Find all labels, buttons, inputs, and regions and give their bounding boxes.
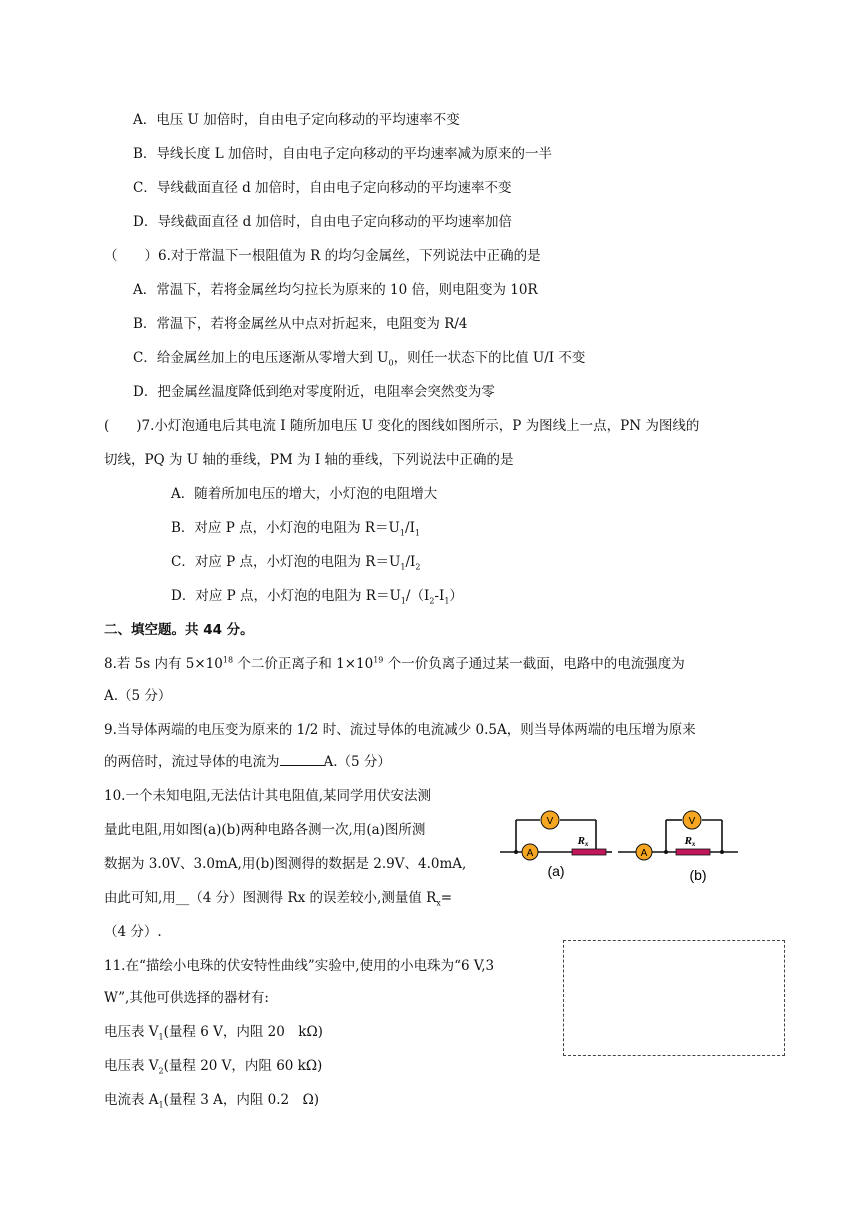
- q6-option-b: B．常温下，若将金属丝从中点对折起来，电阻变为 R/4: [133, 316, 468, 332]
- q7-c-sub2: 2: [415, 562, 421, 572]
- q5-option-b: B．导线长度 L 加倍时，自由电子定向移动的平均速率减为原来的一半: [133, 146, 552, 162]
- q7-b-sub1: 1: [399, 528, 406, 538]
- q7-option-b: [171, 518, 420, 538]
- q8-p2: 个二价正离子和 1×10: [233, 656, 374, 672]
- q6-stem: [104, 246, 541, 266]
- q5-option-c: C．导线截面直径 d 加倍时，自由电子定向移动的平均速率不变: [133, 180, 512, 196]
- q11-a1-pre: 电流表 A: [104, 1092, 159, 1108]
- circuit-b-label: (b): [689, 867, 707, 883]
- q10-line5: （4 分）.: [104, 924, 162, 940]
- q10-l4-pre: 由此可知,用__（4 分）图测得 Rx 的误差较小,测量值 R: [104, 890, 437, 906]
- q7-d-post: ）: [449, 588, 463, 604]
- q11-a1-sub: 1: [158, 1100, 164, 1110]
- q8-line2: A.（5 分）: [104, 688, 172, 704]
- q7-d-sub1: 1: [400, 596, 406, 606]
- q7-d-pre: D．对应 P 点，小灯泡的电阻为 R＝U: [171, 588, 401, 604]
- q7-option-a: A．随着所加电压的增大，小灯泡的电阻增大: [171, 486, 438, 502]
- q7-answer-paren[interactable]: ( ): [104, 418, 142, 434]
- q6-stem-text: 6.对于常温下一根阻值为 R 的均匀金属丝，下列说法中正确的是: [158, 248, 541, 264]
- q11-line2: W”,其他可供选择的器材有:: [104, 990, 269, 1006]
- svg-text:A: A: [526, 848, 534, 859]
- q7-stem-line2: 切线，PQ 为 U 轴的垂线，PM 为 I 轴的垂线，下列说法中正确的是: [104, 452, 514, 468]
- svg-text:Rx: Rx: [577, 835, 589, 848]
- svg-text:A: A: [640, 848, 648, 859]
- q9-line2-post: A.（5 分）: [323, 754, 391, 770]
- q10-line4: [104, 888, 452, 908]
- q11-v2-post: (量程 20 V，内阻 60 kΩ): [163, 1058, 323, 1074]
- q10-line1: 10.一个未知电阻,无法估计其电阻值,某同学用伏安法测: [104, 788, 432, 804]
- circuit-diagram-b: [618, 800, 742, 886]
- q8-p3: 个一价负离子通过某一截面，电路中的电流强度为: [383, 656, 685, 672]
- q5-option-d: D．导线截面直径 d 加倍时，自由电子定向移动的平均速率加倍: [133, 214, 513, 230]
- q11-voltmeter-v1: [104, 1022, 323, 1042]
- svg-text:V: V: [688, 816, 696, 827]
- q11-v1-pre: 电压表 V: [104, 1024, 159, 1040]
- q7-d-sub2: 2: [429, 596, 435, 606]
- ammeter-icon: [636, 844, 652, 860]
- q10-l4-sub: x: [436, 898, 441, 908]
- q7-c-sub1: 1: [400, 562, 406, 572]
- q6-option-c: [133, 348, 585, 368]
- q10-line3: 数据为 3.0V、3.0mA,用(b)图测得的数据是 2.9V、4.0mA,: [104, 856, 467, 872]
- svg-text:V: V: [546, 816, 554, 827]
- circuit-answer-box[interactable]: [563, 940, 785, 1056]
- q6-answer-paren[interactable]: （ ）: [104, 248, 158, 264]
- q7-b-sub2: 1: [414, 528, 420, 538]
- q7-d-sub3: 1: [444, 596, 450, 606]
- q6-option-a: A．常温下，若将金属丝均匀拉长为原来的 10 倍，则电阻变为 10R: [133, 282, 538, 298]
- svg-text:Rx: Rx: [684, 835, 696, 848]
- q11-v2-pre: 电压表 V: [104, 1058, 159, 1074]
- q7-d-mid2: -I: [434, 588, 445, 604]
- q7-b-mid: /I: [405, 520, 415, 536]
- q11-v1-sub: 1: [158, 1032, 164, 1042]
- q8-exp1: 18: [222, 655, 234, 665]
- q11-voltmeter-v2: [104, 1056, 322, 1076]
- q11-v1-post: (量程 6 V，内阻 20 kΩ): [163, 1024, 323, 1040]
- q7-c-mid: /I: [405, 554, 416, 570]
- q10-line2: 量此电阻,用如图(a)(b)两种电路各测一次,用(a)图所测: [104, 822, 426, 838]
- q7-c-pre: C．对应 P 点，小灯泡的电阻为 R＝U: [171, 554, 401, 570]
- voltmeter-icon: [683, 811, 701, 829]
- section-2-heading: 二、填空题。共 44 分。: [104, 622, 254, 638]
- q7-b-pre: B．对应 P 点，小灯泡的电阻为 R＝U: [171, 520, 400, 536]
- q9-line1: 9.当导体两端的电压变为原来的 1/2 时、流过导体的电流减少 0.5A，则当导体两端的电压增为原来: [104, 722, 696, 738]
- q7-option-d: [171, 586, 463, 606]
- q6-c-sub: 0: [388, 358, 394, 368]
- q9-answer-blank[interactable]: [280, 753, 324, 766]
- q8-line1: [104, 654, 685, 674]
- q7-d-mid: /（I: [405, 588, 430, 604]
- q7-stem-text1: 7.小灯泡通电后其电流 I 随所加电压 U 变化的图线如图所示，P 为图线上一点，PN 为图线的: [141, 418, 700, 434]
- q9-line2-pre: 的两倍时，流过导体的电流为: [104, 754, 280, 770]
- q6-option-d: D．把金属丝温度降低到绝对零度附近，电阻率会突然变为零: [133, 384, 495, 400]
- ammeter-icon: [522, 844, 538, 860]
- resistor-rx-icon: [676, 835, 710, 855]
- q6-c-post: ，则任一状态下的比值 U/I 不变: [393, 350, 586, 366]
- q10-l4-post: =: [440, 890, 453, 906]
- voltmeter-icon: [541, 811, 559, 829]
- q7-option-c: [171, 552, 420, 572]
- q11-ammeter-a1: [104, 1090, 319, 1110]
- resistor-rx-icon: [572, 835, 606, 855]
- q11-a1-post: (量程 3 A，内阻 0.2 Ω): [163, 1092, 320, 1108]
- q6-c-pre: C．给金属丝加上的电压逐渐从零增大到 U: [133, 350, 389, 366]
- q8-exp2: 19: [373, 655, 384, 665]
- circuit-diagram-a: [500, 800, 620, 882]
- q11-v2-sub: 2: [158, 1066, 164, 1076]
- circuit-a-label: (a): [547, 863, 565, 879]
- q5-option-a: A．电压 U 加倍时，自由电子定向移动的平均速率不变: [133, 112, 460, 128]
- q8-p1: 8.若 5s 内有 5×10: [104, 656, 223, 672]
- q11-line1: 11.在“描绘小电珠的伏安特性曲线”实验中,使用的小电珠为“6 V,3: [104, 958, 495, 974]
- q7-stem-line1: [104, 416, 699, 436]
- q9-line2: [104, 752, 391, 772]
